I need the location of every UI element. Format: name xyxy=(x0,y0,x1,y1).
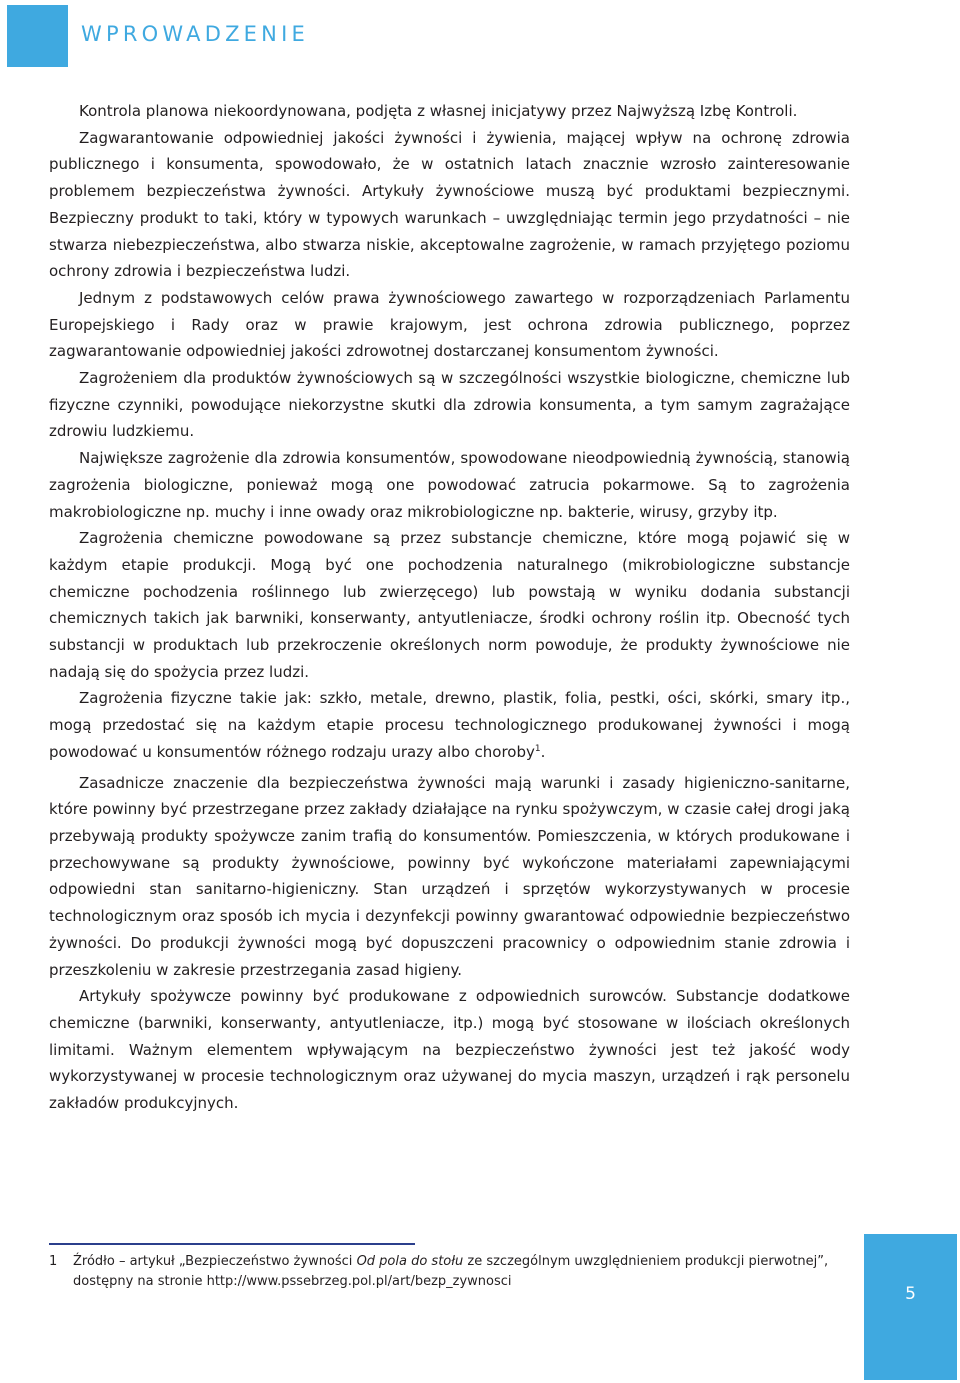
footnote-text-after: ze szczególnym uwzględnieniem produkcji pierwotnej”, dostępny na stronie http://www.pssebrzeg.pol.pl/art/bezp_zywnosci xyxy=(73,1254,829,1289)
footnote-text-before: Źródło – artykuł „Bezpieczeństwo żywności xyxy=(73,1254,357,1269)
footnote xyxy=(49,1252,851,1292)
footnote-divider xyxy=(49,1243,415,1245)
footnote-italic-title: Od pola do stołu xyxy=(356,1254,464,1269)
footnote-text xyxy=(73,1252,851,1292)
paragraph: Największe zagrożenie dla zdrowia konsumentów, spowodowane nieodpowiednią żywnością, stanowią zagrożenia biologiczne, ponieważ mogą one powodować zatrucia pokarmowe. Są to zagrożenia makrobiologiczne np. muchy i inne owady oraz mikrobiologiczne np. bakterie, wirusy, grzyby itp. xyxy=(49,449,850,521)
footnote-reference[interactable]: 1 xyxy=(534,743,541,754)
page-number: 5 xyxy=(905,1284,916,1304)
paragraph: Zasadnicze znaczenie dla bezpieczeństwa żywności mają warunki i zasady higieniczno-sanitarne, które powinny być przestrzegane przez zakłady działające na rynku spożywczym, w czasie całej drogi jaką przebywają produkty spożywcze zanim trafią do konsumentów. Pomieszczenia, w których produkowane i przechowywane są produkty żywnościowe, powinny być wykończone materiałami zapewniającymi odpowiedni stan sanitarno-higieniczny. Stan urządzeń i sprzętów wykorzystywanych w procesie technologicznym oraz sposób ich mycia i dezynfekcji powinny gwarantować odpowiednie bezpieczeństwo żywności. Do produkcji żywności mogą być dopuszczeni pracownicy o odpowiednim stanie zdrowia i przeszkoleniu w zakresie przestrzegania zasad higieny. xyxy=(49,773,850,979)
paragraph: Zagrożeniem dla produktów żywnościowych są w szczególności wszystkie biologiczne, chemiczne lub fizyczne czynniki, powodujące niekorzystne skutki dla zdrowia konsumenta, a tym samym zagrażające zdrowiu ludzkiemu. xyxy=(49,369,850,441)
footnote-mark: 1 xyxy=(49,1254,58,1269)
body-text xyxy=(49,98,850,1117)
paragraph-with-footnote xyxy=(49,685,850,765)
paragraph: Zagwarantowanie odpowiedniej jakości żywności i żywienia, mającej wpływ na ochronę zdrowia publicznego i konsumenta, spowodowało, że w ostatnich latach znacznie wzrosło zainteresowanie problemem bezpieczeństwa żywności. Artykuły żywnościowe muszą być produktami bezpiecznymi. Bezpieczny produkt to taki, który w typowych warunkach – uwzględniając termin jego przydatności – nie stwarza niebezpieczeństwa, albo stwarza niskie, akceptowalne zagrożenie, w ramach przyjętego poziomu ochrony zdrowia i bezpieczeństwa ludzi. xyxy=(49,128,850,281)
section-title: WPROWADZENIE xyxy=(81,22,309,46)
paragraph: Zagrożenia chemiczne powodowane są przez substancje chemiczne, które mogą pojawić się w każdym etapie produkcji. Mogą być one pochodzenia naturalnego (mikrobiologiczne substancje chemiczne pochodzenia roślinnego lub zwierzęcego) lub powstają w wyniku dodania substancji chemicznych takich jak barwniki, konserwanty, antyutleniacze, środki ochrony roślin itp. Obecność tych substancji w produktach lub przekroczenie określonych norm powoduje, że produkty żywnościowe nie nadają się do spożycia przez ludzi. xyxy=(49,529,850,681)
paragraph: Kontrola planowa niekoordynowana, podjęta z własnej inicjatywy przez Najwyższą Izbę Kontroli. xyxy=(79,102,798,120)
header-accent-square xyxy=(7,5,68,67)
paragraph: Artykuły spożywcze powinny być produkowane z odpowiednich surowców. Substancje dodatkowe chemiczne (barwniki, konserwanty, antyutleniacze, itp.) mogą być stosowane w ilościach określonych limitami. Ważnym elementem wpływającym na bezpieczeństwo żywności jest też jakość wody wykorzystywanej w procesie technologicznym oraz używanej do mycia maszyn, urządzeń i rąk personelu zakładów produkcyjnych. xyxy=(49,987,850,1113)
page-number-box xyxy=(864,1234,957,1380)
paragraph: Jednym z podstawowych celów prawa żywnościowego zawartego w rozporządzeniach Parlamentu Europejskiego i Rady oraz w prawie krajowym, jest ochrona zdrowia publicznego, poprzez zagwarantowanie odpowiedniej jakości zdrowotnej dostarczanej konsumentom żywności. xyxy=(49,288,850,361)
paragraph-text: Zagrożenia fizyczne takie jak: szkło, metale, drewno, plastik, folia, pestki, ości, skórki, smary itp., mogą przedostać się na każdym etapie procesu technologicznego produkowanej żywności i mogą powodować u konsumentów różnego rodzaju urazy albo choroby xyxy=(49,689,850,761)
paragraph-end: . xyxy=(540,742,546,761)
